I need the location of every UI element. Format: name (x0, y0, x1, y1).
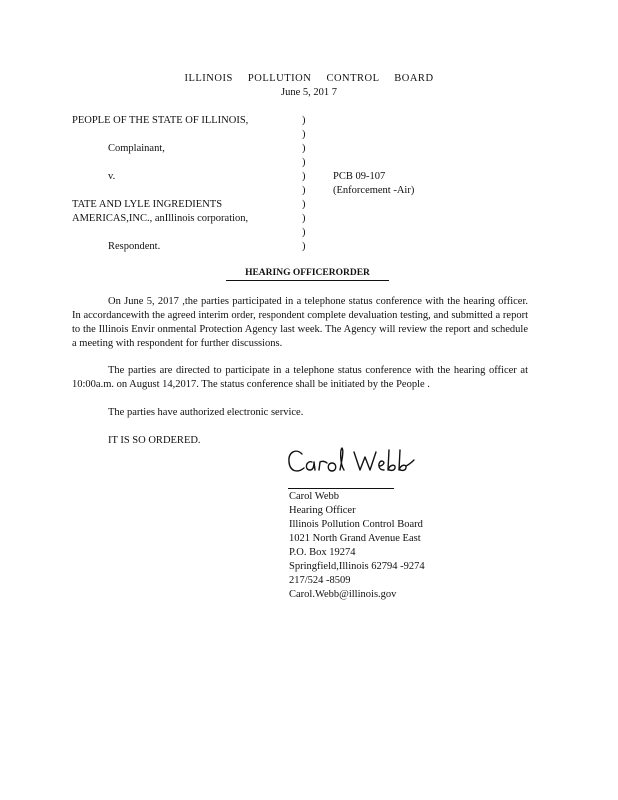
complainant-name: PEOPLE OF THE STATE OF ILLINOIS, (72, 115, 249, 126)
respondent-name-line2: AMERICAS,INC., anIllinois corporation, (72, 213, 249, 224)
case-caption (72, 114, 302, 254)
complainant-label: Complainant, (108, 143, 165, 154)
body-paragraph-1: On June 5, 2017 ,the parties participated in a telephone status conference with the hearing officer. In accordancewith the agreed interim order, respondent complete devaluation testing, and submitted a report to the Illinois Envir onmental Protection Agency last week. The Agency will review the report and schedule a meeting with respondent for further discussions. (72, 296, 528, 349)
respondent-name-line1: TATE AND LYLE INGREDIENTS (72, 199, 223, 210)
body-paragraph-3: The parties have authorized electronic service. (108, 407, 304, 418)
body-paragraph-2: The parties are directed to participate in a telephone status conference with the hearing officer at 10:00a.m. on August 14,2017. The status conference shall be initiated by the People . (72, 365, 528, 390)
handwritten-signature (284, 440, 424, 480)
signer-email-link[interactable]: Carol.Webb@illinois.gov (289, 589, 397, 600)
case-number: PCB 09-107 (333, 171, 386, 182)
body-paragraph-4: IT IS SO ORDERED. (108, 435, 201, 446)
agency-title: ILLINOIS POLLUTION CONTROL BOARD (184, 73, 434, 84)
order-date: June 5, 201 7 (281, 87, 337, 98)
signature-line (288, 488, 394, 489)
signer-name: Carol Webb (289, 491, 339, 502)
signer-phone: 217/524 -8509 (289, 575, 351, 586)
order-heading: HEARING OFFICERORDER (226, 267, 389, 281)
signer-organization: Illinois Pollution Control Board (289, 519, 423, 530)
case-type: (Enforcement -Air) (333, 185, 415, 196)
signer-address: 1021 North Grand Avenue East (289, 533, 421, 544)
caption-parentheses: ) ) ) ) ) ) ) ) ) ) (302, 115, 306, 252)
signer-po-box: P.O. Box 19274 (289, 547, 356, 558)
signer-title: Hearing Officer (289, 505, 356, 516)
versus-label: v. (108, 171, 116, 182)
signer-city: Springfield,Illinois 62794 -9274 (289, 561, 425, 572)
respondent-label: Respondent. (108, 241, 161, 252)
signature-block (289, 490, 425, 602)
case-info (333, 170, 414, 198)
